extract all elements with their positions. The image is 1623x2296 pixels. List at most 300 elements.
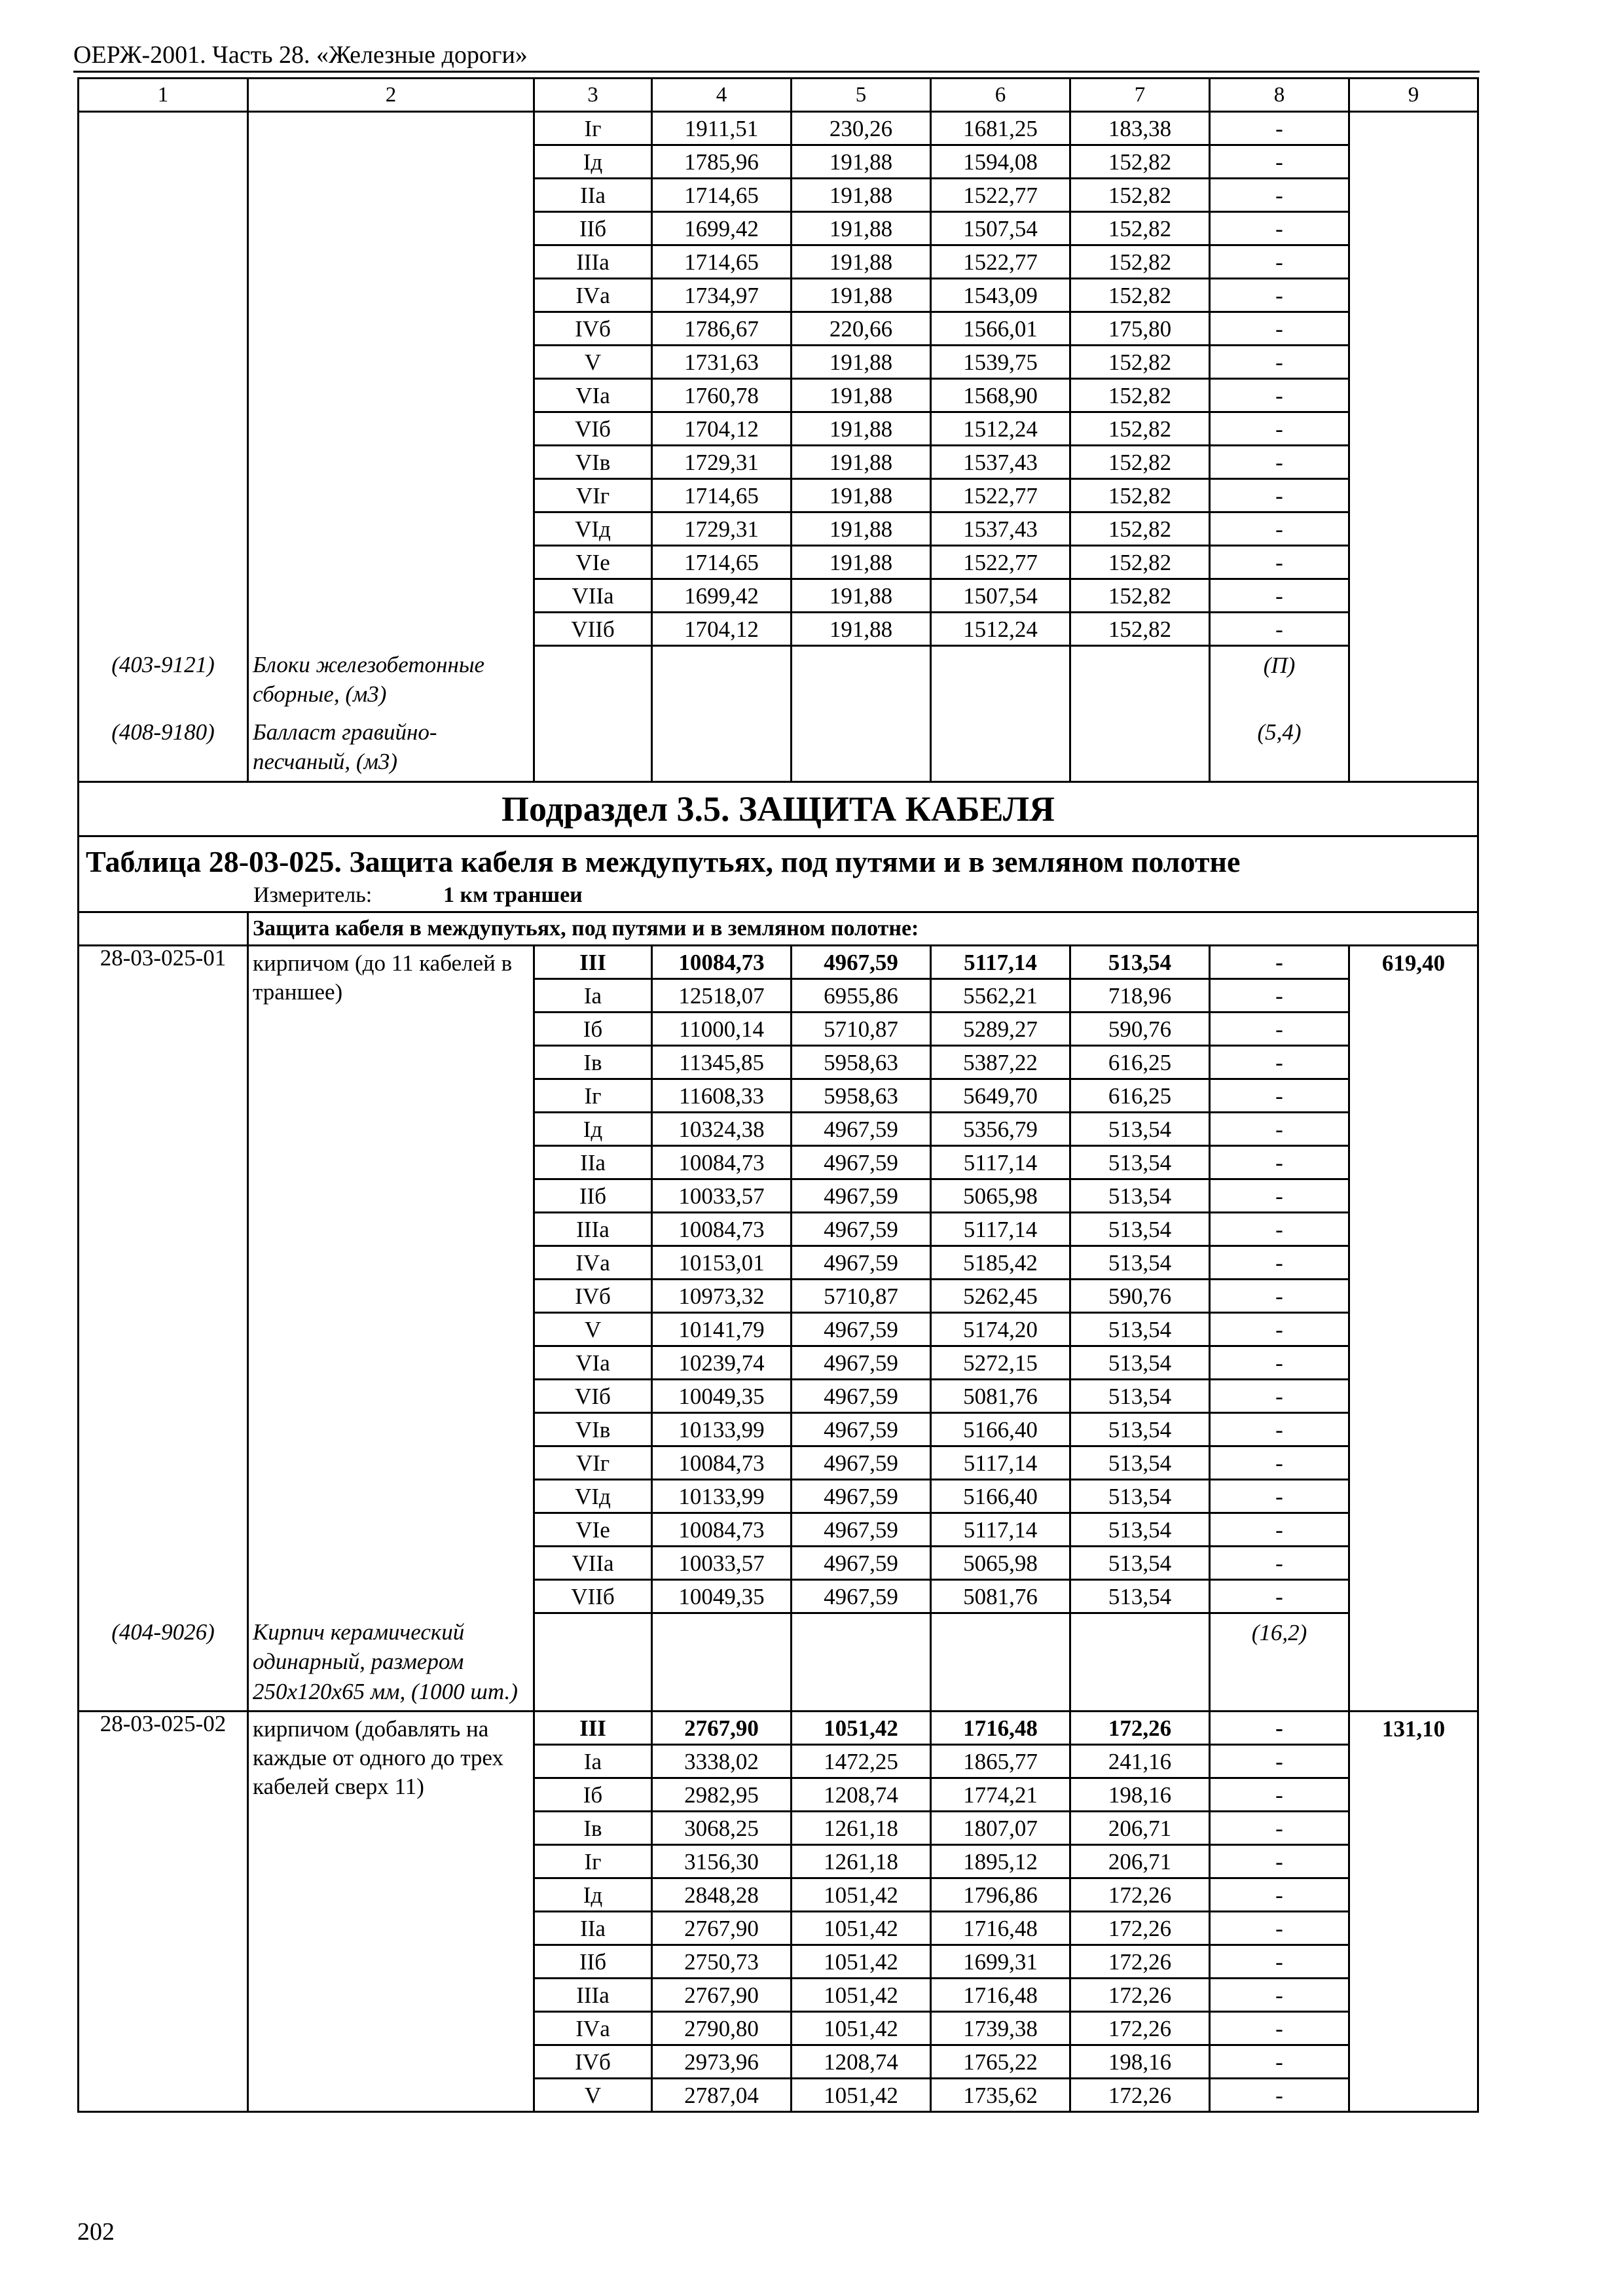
value-cell: 152,82 <box>1070 546 1210 579</box>
table-row <box>79 579 1478 613</box>
empty-cell <box>534 713 652 782</box>
total-cont <box>1349 1146 1478 1179</box>
value-cell: - <box>1210 1346 1349 1380</box>
measure-line <box>86 882 1470 909</box>
total-cont <box>1349 1845 1478 1878</box>
value-cell: IVб <box>534 1280 652 1313</box>
item-name-cont <box>248 279 534 312</box>
measure-value: 1 км траншеи <box>443 882 583 907</box>
value-cell: 191,88 <box>792 179 931 212</box>
value-cell: 513,54 <box>1070 1380 1210 1413</box>
table-row <box>79 1346 1478 1380</box>
item-name-cont <box>248 1280 534 1313</box>
total-cont <box>1349 579 1478 613</box>
item-name-cont <box>248 579 534 613</box>
table-row <box>79 1979 1478 2012</box>
value-cell: 1699,42 <box>652 212 792 245</box>
item-code-cont <box>79 1480 248 1513</box>
value-cell: IIIа <box>534 1979 652 2012</box>
value-cell: 1734,97 <box>652 279 792 312</box>
value-cell: 5065,98 <box>931 1179 1070 1213</box>
item-name-cont <box>248 2079 534 2112</box>
subsection-title: Подраздел 3.5. ЗАЩИТА КАБЕЛЯ <box>79 781 1478 836</box>
total-cont <box>1349 979 1478 1013</box>
column-number: 3 <box>534 79 652 112</box>
table-row <box>79 512 1478 546</box>
value-cell: 4967,59 <box>792 1480 931 1513</box>
value-cell: - <box>1210 1845 1349 1878</box>
value-cell: 1731,63 <box>652 346 792 379</box>
value-cell: - <box>1210 579 1349 613</box>
value-cell: IVа <box>534 2012 652 2045</box>
value-cell: Iв <box>534 1046 652 1079</box>
value-cell: 1716,48 <box>931 1979 1070 2012</box>
value-cell: 5649,70 <box>931 1079 1070 1113</box>
value-cell: 183,38 <box>1070 112 1210 145</box>
value-cell: - <box>1210 2045 1349 2079</box>
value-cell: - <box>1210 979 1349 1013</box>
value-cell: 1051,42 <box>792 1945 931 1979</box>
value-cell: 5081,76 <box>931 1380 1070 1413</box>
value-cell: 513,54 <box>1070 1113 1210 1146</box>
value-cell: 172,26 <box>1070 1878 1210 1912</box>
total-cont <box>1349 1812 1478 1845</box>
value-cell: - <box>1210 1213 1349 1246</box>
value-cell: VIа <box>534 1346 652 1380</box>
item-code-cont <box>79 379 248 412</box>
value-cell: 2750,73 <box>652 1945 792 1979</box>
value-cell: VIа <box>534 379 652 412</box>
total-cont <box>1349 1446 1478 1480</box>
value-cell: 513,54 <box>1070 1513 1210 1547</box>
page-header: ОЕРЖ-2001. Часть 28. «Железные дороги» <box>73 41 528 69</box>
value-cell: - <box>1210 512 1349 546</box>
item-code-cont <box>79 179 248 212</box>
column-number: 2 <box>248 79 534 112</box>
value-cell: - <box>1210 346 1349 379</box>
value-cell: Iг <box>534 112 652 145</box>
item-code-cont <box>79 1146 248 1179</box>
table-row <box>79 1580 1478 1613</box>
item-name-cont <box>248 1547 534 1580</box>
table-row <box>79 1313 1478 1346</box>
table-row <box>79 1945 1478 1979</box>
value-cell: - <box>1210 1313 1349 1346</box>
table-row <box>79 1146 1478 1179</box>
value-cell: 1522,77 <box>931 479 1070 512</box>
value-cell: 10084,73 <box>652 1146 792 1179</box>
item-name-cont <box>248 1046 534 1079</box>
value-cell: 4967,59 <box>792 946 931 979</box>
table-row <box>79 613 1478 646</box>
value-cell: 191,88 <box>792 212 931 245</box>
item-name-cont <box>248 1246 534 1280</box>
value-cell: 1537,43 <box>931 446 1070 479</box>
item-name-cont <box>248 1446 534 1480</box>
item-name-cont <box>248 1079 534 1113</box>
value-cell: 191,88 <box>792 346 931 379</box>
value-cell: VIг <box>534 1446 652 1480</box>
table-row <box>79 1547 1478 1580</box>
table-row <box>79 1712 1478 1745</box>
value-cell: - <box>1210 412 1349 446</box>
item-code-cont <box>79 979 248 1013</box>
value-cell: 10084,73 <box>652 1213 792 1246</box>
group-heading-row <box>79 912 1478 946</box>
value-cell: Iа <box>534 1745 652 1778</box>
value-cell: - <box>1210 1712 1349 1745</box>
value-cell: 152,82 <box>1070 613 1210 646</box>
column-number-row <box>79 79 1478 112</box>
item-code-cont <box>79 346 248 379</box>
item-name-cont <box>248 1513 534 1547</box>
item-name-cont <box>248 179 534 212</box>
value-cell: - <box>1210 1979 1349 2012</box>
value-cell: 10084,73 <box>652 946 792 979</box>
item-code-cont <box>79 1845 248 1878</box>
value-cell: 241,16 <box>1070 1745 1210 1778</box>
total-cont <box>1349 2012 1478 2045</box>
value-cell: 152,82 <box>1070 245 1210 279</box>
item-code-cont <box>79 479 248 512</box>
total-cont <box>1349 1480 1478 1513</box>
resource-name: Кирпич керамический одинарный, размером 250х120х65 мм, (1000 шт.) <box>248 1613 534 1712</box>
value-cell: IIа <box>534 1146 652 1179</box>
value-cell: V <box>534 346 652 379</box>
value-cell: 10084,73 <box>652 1446 792 1480</box>
value-cell: 5710,87 <box>792 1280 931 1313</box>
value-cell: - <box>1210 1280 1349 1313</box>
resource-name: Балласт гравийно-песчаный, (м3) <box>248 713 534 782</box>
value-cell: 191,88 <box>792 379 931 412</box>
item-code-cont <box>79 279 248 312</box>
value-cell: - <box>1210 1380 1349 1413</box>
table-row <box>79 1179 1478 1213</box>
value-cell: 590,76 <box>1070 1013 1210 1046</box>
value-cell: 4967,59 <box>792 1413 931 1446</box>
value-cell: - <box>1210 1079 1349 1113</box>
table-row <box>79 946 1478 979</box>
value-cell: 5958,63 <box>792 1079 931 1113</box>
table-row <box>79 1280 1478 1313</box>
value-cell: - <box>1210 212 1349 245</box>
table-row <box>79 1413 1478 1446</box>
column-number: 4 <box>652 79 792 112</box>
value-cell: 10141,79 <box>652 1313 792 1346</box>
value-cell: 4967,59 <box>792 1113 931 1146</box>
value-cell: VIв <box>534 1413 652 1446</box>
value-cell: 513,54 <box>1070 946 1210 979</box>
value-cell: 1507,54 <box>931 579 1070 613</box>
value-cell: 152,82 <box>1070 145 1210 179</box>
group-heading: Защита кабеля в междупутьях, под путями и в земляном полотне: <box>248 912 1478 946</box>
item-name-cont <box>248 1580 534 1613</box>
value-cell: 1699,42 <box>652 579 792 613</box>
value-cell: 4967,59 <box>792 1547 931 1580</box>
item-code-cont <box>79 412 248 446</box>
value-cell: Iа <box>534 979 652 1013</box>
total-cont <box>1349 412 1478 446</box>
empty-cell <box>1070 713 1210 782</box>
value-cell: 1714,65 <box>652 179 792 212</box>
value-cell: 2848,28 <box>652 1878 792 1912</box>
item-code-cont <box>79 1280 248 1313</box>
column-number: 7 <box>1070 79 1210 112</box>
item-name-cont <box>248 1380 534 1413</box>
empty-cell <box>652 1613 792 1712</box>
value-cell: 590,76 <box>1070 1280 1210 1313</box>
value-cell: IVб <box>534 2045 652 2079</box>
value-cell: Iг <box>534 1845 652 1878</box>
value-cell: 1261,18 <box>792 1845 931 1878</box>
table-row <box>79 379 1478 412</box>
value-cell: 513,54 <box>1070 1547 1210 1580</box>
column-number: 9 <box>1349 79 1478 112</box>
value-cell: 152,82 <box>1070 379 1210 412</box>
subsection-row <box>79 781 1478 836</box>
value-cell: 152,82 <box>1070 512 1210 546</box>
value-cell: 5710,87 <box>792 1013 931 1046</box>
total-cont <box>1349 1547 1478 1580</box>
value-cell: 1512,24 <box>931 613 1070 646</box>
value-cell: 4967,59 <box>792 1146 931 1179</box>
value-cell: 5166,40 <box>931 1480 1070 1513</box>
resource-row <box>79 713 1478 782</box>
value-cell: 5117,14 <box>931 1213 1070 1246</box>
value-cell: 1051,42 <box>792 1979 931 2012</box>
total-cont <box>1349 1513 1478 1547</box>
value-cell: 1716,48 <box>931 1912 1070 1945</box>
value-cell: 1760,78 <box>652 379 792 412</box>
value-cell: 4967,59 <box>792 1446 931 1480</box>
value-cell: - <box>1210 446 1349 479</box>
value-cell: 2982,95 <box>652 1778 792 1812</box>
item-code-cont <box>79 1179 248 1213</box>
item-name-cont <box>248 1979 534 2012</box>
value-cell: 4967,59 <box>792 1313 931 1346</box>
value-cell: 10084,73 <box>652 1513 792 1547</box>
item-name-cont <box>248 112 534 145</box>
value-cell: VIIб <box>534 613 652 646</box>
value-cell: - <box>1210 245 1349 279</box>
page-number: 202 <box>77 2218 115 2246</box>
value-cell: - <box>1210 1745 1349 1778</box>
item-code-cont <box>79 1979 248 2012</box>
value-cell: IVа <box>534 279 652 312</box>
value-cell: IIб <box>534 1945 652 1979</box>
value-cell: - <box>1210 145 1349 179</box>
empty-cell <box>534 646 652 713</box>
value-cell: 5289,27 <box>931 1013 1070 1046</box>
value-cell: 172,26 <box>1070 1912 1210 1945</box>
empty-cell <box>931 646 1070 713</box>
table-row <box>79 279 1478 312</box>
resource-code: (408-9180) <box>79 713 248 782</box>
value-cell: 5081,76 <box>931 1580 1070 1613</box>
table-row <box>79 1213 1478 1246</box>
item-code-cont <box>79 112 248 145</box>
value-cell: 1051,42 <box>792 1912 931 1945</box>
item-name-cont <box>248 2012 534 2045</box>
value-cell: IIIа <box>534 1213 652 1246</box>
total-cont <box>1349 1912 1478 1945</box>
measure-label: Измеритель: <box>253 882 373 907</box>
item-name-cont <box>248 1346 534 1380</box>
item-code-cont <box>79 1547 248 1580</box>
value-cell: 5117,14 <box>931 1146 1070 1179</box>
table-row <box>79 1113 1478 1146</box>
table-row <box>79 1812 1478 1845</box>
item-total: 619,40 <box>1349 946 1478 979</box>
value-cell: 10133,99 <box>652 1413 792 1446</box>
value-cell: 191,88 <box>792 145 931 179</box>
item-name-cont <box>248 1912 534 1945</box>
value-cell: VIIа <box>534 1547 652 1580</box>
item-name-cont <box>248 1179 534 1213</box>
value-cell: 1739,38 <box>931 2012 1070 2045</box>
value-cell: 513,54 <box>1070 1580 1210 1613</box>
value-cell: 10033,57 <box>652 1179 792 1213</box>
value-cell: V <box>534 2079 652 2112</box>
item-name-cont <box>248 145 534 179</box>
table-row <box>79 1380 1478 1413</box>
total-cont <box>1349 179 1478 212</box>
item-name-cont <box>248 613 534 646</box>
value-cell: 1807,07 <box>931 1812 1070 1845</box>
value-cell: 513,54 <box>1070 1413 1210 1446</box>
value-cell: 172,26 <box>1070 1979 1210 2012</box>
value-cell: 172,26 <box>1070 2079 1210 2112</box>
value-cell: 513,54 <box>1070 1346 1210 1380</box>
value-cell: 10239,74 <box>652 1346 792 1380</box>
price-table <box>77 77 1479 2113</box>
value-cell: - <box>1210 379 1349 412</box>
value-cell: VIе <box>534 1513 652 1547</box>
value-cell: 1051,42 <box>792 2079 931 2112</box>
value-cell: 2790,80 <box>652 2012 792 2045</box>
value-cell: 1208,74 <box>792 2045 931 2079</box>
value-cell: IVб <box>534 312 652 346</box>
value-cell: 3338,02 <box>652 1745 792 1778</box>
value-cell: - <box>1210 2012 1349 2045</box>
table-row <box>79 1079 1478 1113</box>
value-cell: 1594,08 <box>931 145 1070 179</box>
total-cont <box>1349 1113 1478 1146</box>
table-row <box>79 145 1478 179</box>
value-cell: 513,54 <box>1070 1446 1210 1480</box>
empty-cell <box>79 912 248 946</box>
value-cell: 191,88 <box>792 279 931 312</box>
item-name-cont <box>248 1213 534 1246</box>
resource-qty: (16,2) <box>1210 1613 1349 1712</box>
item-name-cont <box>248 1845 534 1878</box>
item-name-cont <box>248 512 534 546</box>
value-cell: 198,16 <box>1070 2045 1210 2079</box>
value-cell: 2767,90 <box>652 1712 792 1745</box>
value-cell: 4967,59 <box>792 1380 931 1413</box>
value-cell: 5174,20 <box>931 1313 1070 1346</box>
table-row <box>79 1046 1478 1079</box>
value-cell: 172,26 <box>1070 1712 1210 1745</box>
resource-code: (403-9121) <box>79 646 248 713</box>
value-cell: 5262,45 <box>931 1280 1070 1313</box>
value-cell: 1796,86 <box>931 1878 1070 1912</box>
table-row <box>79 179 1478 212</box>
value-cell: 152,82 <box>1070 446 1210 479</box>
value-cell: 172,26 <box>1070 1945 1210 1979</box>
value-cell: 5562,21 <box>931 979 1070 1013</box>
value-cell: 5117,14 <box>931 946 1070 979</box>
table-row <box>79 2045 1478 2079</box>
item-code-cont <box>79 2045 248 2079</box>
total-cont <box>1349 1613 1478 1712</box>
empty-cell <box>931 1613 1070 1712</box>
item-name: кирпичом (добавлять на каждые от одного до трех кабелей сверх 11) <box>248 1712 534 1812</box>
value-cell: Iг <box>534 1079 652 1113</box>
total-cont <box>1349 2079 1478 2112</box>
value-cell: - <box>1210 1179 1349 1213</box>
total-cont <box>1349 245 1478 279</box>
total-cont <box>1349 1979 1478 2012</box>
value-cell: III <box>534 1712 652 1745</box>
value-cell: 4967,59 <box>792 1580 931 1613</box>
column-number: 6 <box>931 79 1070 112</box>
value-cell: 1714,65 <box>652 479 792 512</box>
value-cell: 191,88 <box>792 579 931 613</box>
total-cont <box>1349 112 1478 145</box>
item-code-cont <box>79 1878 248 1912</box>
total-cont <box>1349 1046 1478 1079</box>
total-cont <box>1349 1878 1478 1912</box>
item-code: 28-03-025-01 <box>79 946 248 979</box>
value-cell: VIб <box>534 1380 652 1413</box>
item-code-cont <box>79 1413 248 1446</box>
value-cell: 1051,42 <box>792 2012 931 2045</box>
value-cell: - <box>1210 1113 1349 1146</box>
value-cell: 10049,35 <box>652 1380 792 1413</box>
value-cell: 4967,59 <box>792 1213 931 1246</box>
value-cell: 3156,30 <box>652 1845 792 1878</box>
table-row <box>79 546 1478 579</box>
value-cell: VIг <box>534 479 652 512</box>
item-name-cont <box>248 1812 534 1845</box>
value-cell: - <box>1210 546 1349 579</box>
total-cont <box>1349 1213 1478 1246</box>
total-cont <box>1349 312 1478 346</box>
item-code-cont <box>79 1912 248 1945</box>
column-number: 5 <box>792 79 931 112</box>
value-cell: 1681,25 <box>931 112 1070 145</box>
resource-qty: (5,4) <box>1210 713 1349 782</box>
item-total: 131,10 <box>1349 1712 1478 1745</box>
item-code-cont <box>79 145 248 179</box>
table-row <box>79 1845 1478 1878</box>
value-cell: VIд <box>534 1480 652 1513</box>
value-cell: 5117,14 <box>931 1446 1070 1480</box>
total-cont <box>1349 1079 1478 1113</box>
value-cell: 10153,01 <box>652 1246 792 1280</box>
value-cell: 11000,14 <box>652 1013 792 1046</box>
value-cell: 206,71 <box>1070 1812 1210 1845</box>
resource-code: (404-9026) <box>79 1613 248 1712</box>
value-cell: V <box>534 1313 652 1346</box>
value-cell: 6955,86 <box>792 979 931 1013</box>
value-cell: Iд <box>534 1113 652 1146</box>
empty-cell <box>1070 646 1210 713</box>
value-cell: - <box>1210 1945 1349 1979</box>
item-code-cont <box>79 1812 248 1845</box>
value-cell: - <box>1210 479 1349 512</box>
